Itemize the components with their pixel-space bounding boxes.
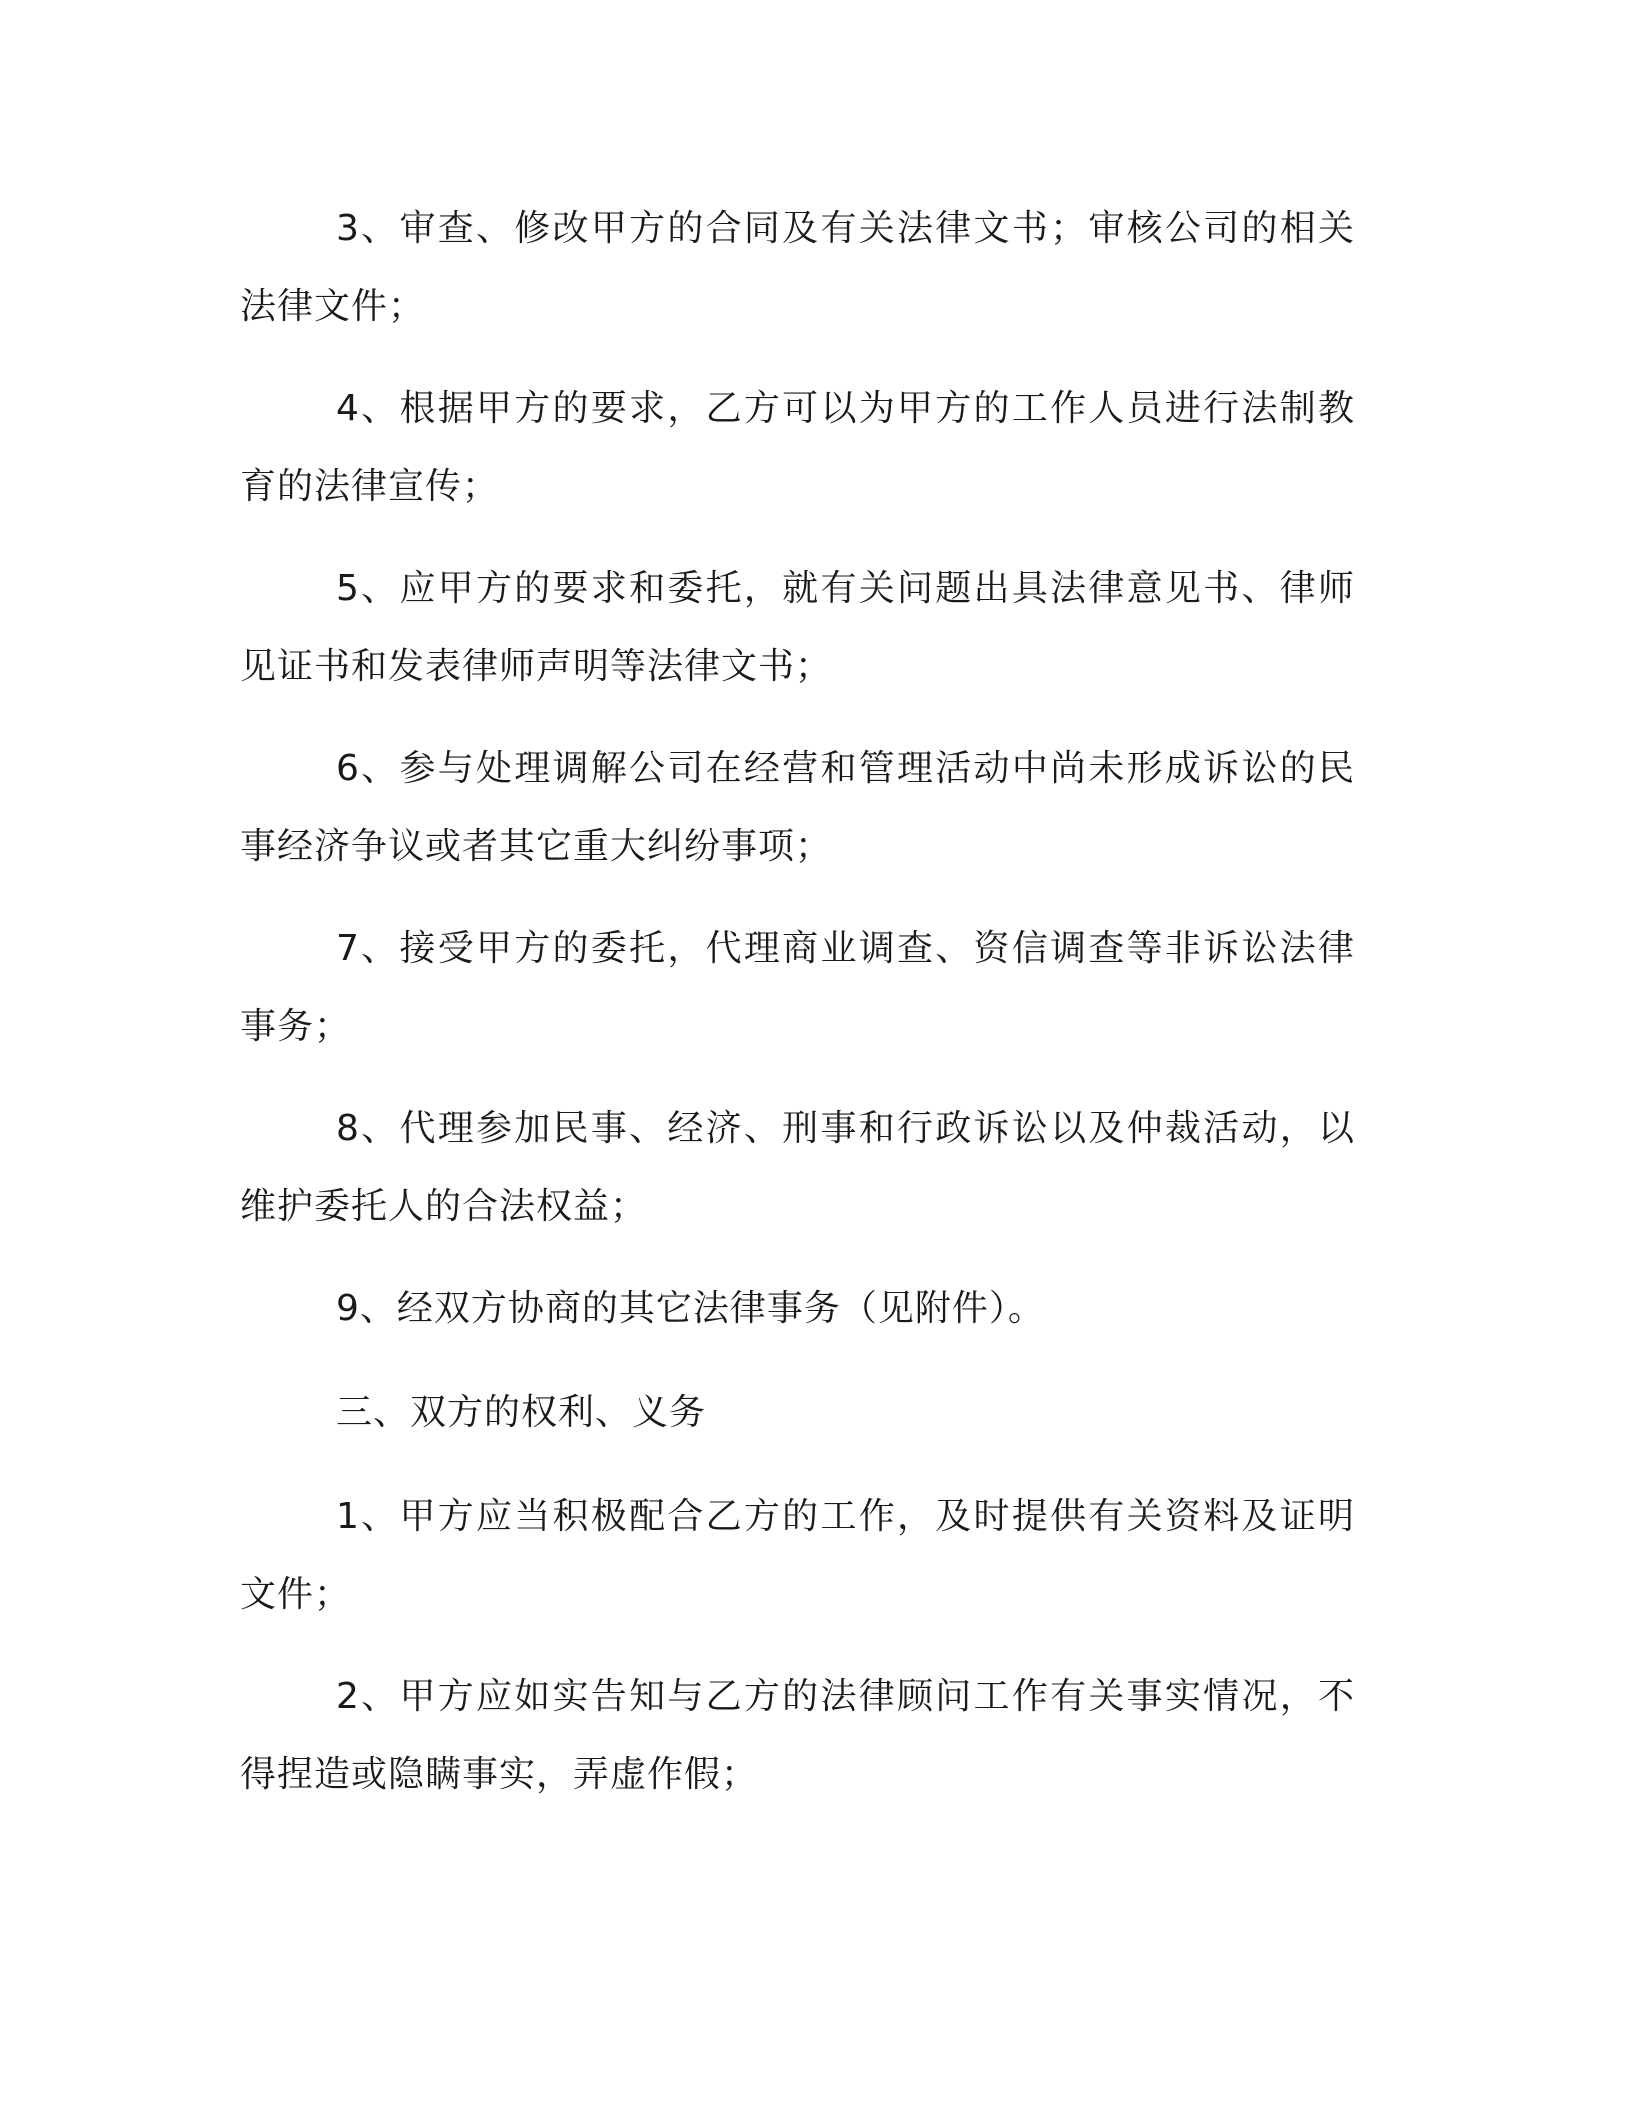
clause-6: 6、参与处理调解公司在经营和管理活动中尚未形成诉讼的民事经济争议或者其它重大纠纷事项； bbox=[240, 748, 1355, 867]
clause-7: 7、接受甲方的委托，代理商业调查、资信调查等非诉讼法律事务； bbox=[240, 928, 1355, 1047]
obligation-2: 2、甲方应如实告知与乙方的法律顾问工作有关事实情况，不得捏造或隐瞒事实，弄虚作假； bbox=[240, 1676, 1355, 1795]
section-heading-rights-obligations: 三、双方的权利、义务 bbox=[336, 1392, 707, 1433]
obligation-1: 1、甲方应当积极配合乙方的工作，及时提供有关资料及证明文件； bbox=[240, 1496, 1355, 1615]
clause-5: 5、应甲方的要求和委托，就有关问题出具法律意见书、律师见证书和发表律师声明等法律文书； bbox=[240, 568, 1355, 687]
clause-8: 8、代理参加民事、经济、刑事和行政诉讼以及仲裁活动，以维护委托人的合法权益； bbox=[240, 1108, 1355, 1227]
document-body bbox=[240, 190, 1355, 1838]
clause-3: 3、审查、修改甲方的合同及有关法律文书；审核公司的相关法律文件； bbox=[240, 208, 1355, 327]
clause-4: 4、根据甲方的要求，乙方可以为甲方的工作人员进行法制教育的法律宣传； bbox=[240, 388, 1355, 507]
clause-9: 9、经双方协商的其它法律事务（见附件）。 bbox=[336, 1288, 1045, 1329]
